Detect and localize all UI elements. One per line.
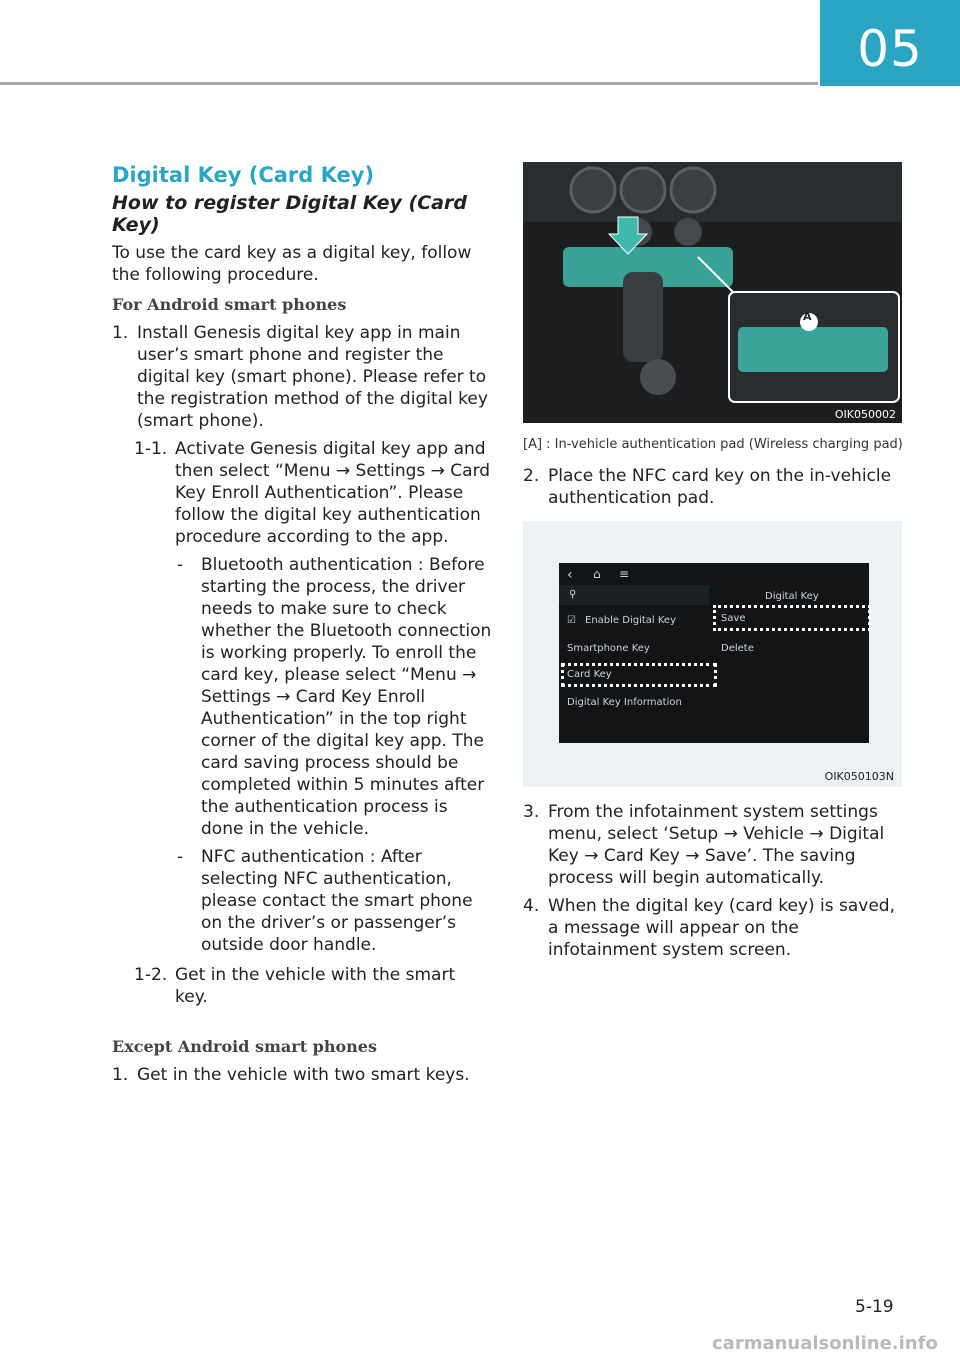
step-number: 1-1. <box>134 439 168 459</box>
step-text: Get in the vehicle with two smart keys. <box>137 1065 470 1085</box>
step-3 <box>523 801 903 889</box>
menu-digital-key-info: Digital Key Information <box>567 697 682 708</box>
menu-icon: ≡ <box>619 567 630 581</box>
step-4 <box>523 895 903 961</box>
menu-save: Save <box>721 613 746 624</box>
figure-code: OIK050002 <box>834 408 896 421</box>
header-rule <box>0 82 818 85</box>
watermark: carmanualsonline.info <box>712 1333 938 1354</box>
home-icon: ⌂ <box>593 567 601 581</box>
figure-code: OIK050103N <box>824 770 894 783</box>
step-number: 1. <box>112 1065 129 1085</box>
step-text: Activate Genesis digital key app and then select “Menu → Settings → Card Key Enroll Authentication”. Please follow the digital key authentication procedure according to the app. <box>175 439 491 547</box>
section-title: Digital Key (Card Key) <box>112 163 375 187</box>
figure-caption: [A] : In-vehicle authentication pad (Wireless charging pad) <box>523 437 903 452</box>
bullet-text: Bluetooth authentication : Before starting the process, the driver needs to make sure to check whether the Bluetooth connection is working properly. To enroll the card key, please select “Menu → Settings → Card Key Enroll Authentication” in the top right corner of the digital key app. The card saving process should be completed within 5 minutes after the authentication process is done in the vehicle. <box>201 555 492 839</box>
infotainment-screen <box>559 563 869 743</box>
menu-delete: Delete <box>721 643 754 654</box>
step-number: 1-2. <box>134 965 168 985</box>
step-number: 2. <box>523 466 540 486</box>
search-icon: ⚲ <box>569 589 577 600</box>
step-text: From the infotainment system settings menu, select ‘Setup → Vehicle → Digital Key → Card Key → Save’. The saving process will begin automatically. <box>548 802 885 888</box>
step-1-2 <box>112 964 492 1008</box>
intro-text: To use the card key as a digital key, follow the following procedure. <box>112 243 472 285</box>
bullet-bluetooth <box>112 554 492 840</box>
menu-enable: Enable Digital Key <box>585 615 676 626</box>
step-number: 3. <box>523 802 540 822</box>
step-text: When the digital key (card key) is saved, a message will appear on the infotainment system screen. <box>548 896 895 960</box>
right-column <box>523 160 903 967</box>
step-1-1 <box>112 438 492 548</box>
bullet-text: NFC authentication : After selecting NFC authentication, please contact the smart phone on the driver’s or passenger’s outside door handle. <box>201 847 473 955</box>
enable-checkbox-icon: ☑ <box>567 615 576 626</box>
infotainment-figure <box>523 521 902 787</box>
menu-smartphone-key: Smartphone Key <box>567 643 650 654</box>
bullet-nfc <box>112 846 492 956</box>
step-text: Install Genesis digital key app in main user’s smart phone and register the digital key (smart phone). Please refer to the registration method of the digital key (smart phone). <box>137 323 488 431</box>
step-number: 1. <box>112 323 129 343</box>
chapter-tab: 05 <box>820 0 960 86</box>
left-column <box>112 160 492 1092</box>
step-1 <box>112 322 492 432</box>
label-a: A <box>803 310 812 323</box>
console-photo <box>523 162 902 423</box>
step-text: Place the NFC card key on the in-vehicle authentication pad. <box>548 466 892 508</box>
menu-card-key: Card Key <box>567 669 612 680</box>
subsection-title: How to register Digital Key (Card Key) <box>112 192 467 236</box>
except-step-1 <box>112 1064 492 1086</box>
page-number: 5-19 <box>855 1297 894 1317</box>
step-2 <box>523 465 903 509</box>
step-text: Get in the vehicle with the smart key. <box>175 965 456 1007</box>
step-number: 4. <box>523 896 540 916</box>
except-heading: Except Android smart phones <box>112 1037 377 1056</box>
back-icon: ‹ <box>567 567 573 583</box>
bullet-dash: - <box>177 847 184 867</box>
android-heading: For Android smart phones <box>112 295 347 314</box>
screen-title: Digital Key <box>765 591 819 602</box>
bullet-dash: - <box>177 555 184 575</box>
